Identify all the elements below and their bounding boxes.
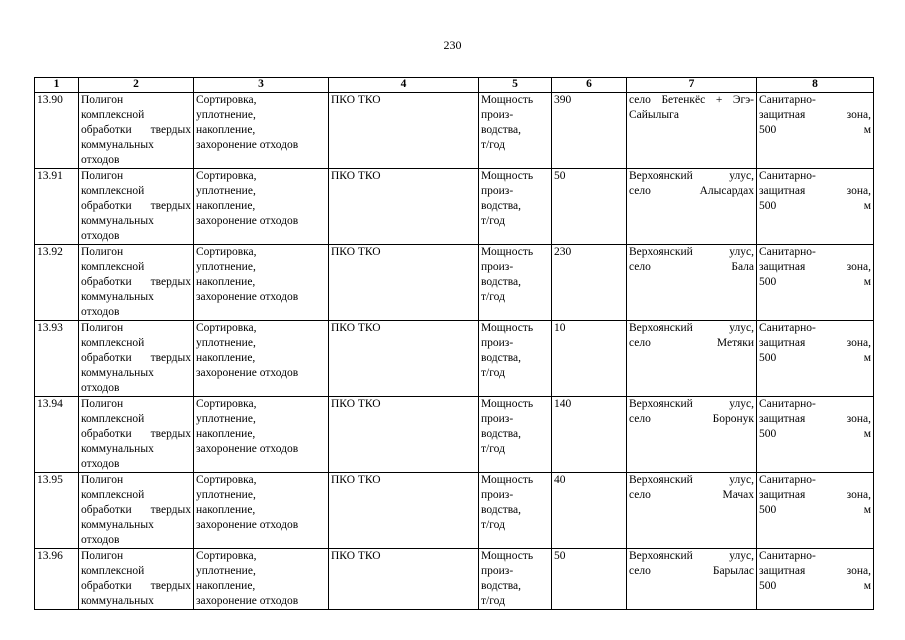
location: [627, 397, 757, 473]
location-line: село Мачах: [629, 489, 754, 501]
parameter-name-line: Мощность: [481, 94, 534, 106]
table-row: [35, 169, 874, 245]
parameter-name-line: т/год: [481, 139, 505, 151]
zone-line: Санитарно-: [759, 322, 816, 334]
zone-line: Санитарно-: [759, 170, 816, 182]
parameter-value: 10: [552, 321, 627, 397]
zone: [757, 245, 874, 321]
zone-line: Санитарно-: [759, 246, 816, 258]
parameter-value: 40: [552, 473, 627, 549]
object-purpose-line: уплотнение,: [196, 109, 256, 121]
object-name-line: коммунальных: [81, 443, 154, 455]
parameter-value: 230: [552, 245, 627, 321]
parameter-name-line: произ-: [481, 261, 514, 273]
object-type: ПКО ТКО: [329, 169, 479, 245]
location: [627, 93, 757, 169]
location-line: село Барылас: [629, 565, 754, 577]
location-line: Верхоянский улус,: [629, 246, 754, 258]
object-name: [79, 397, 194, 473]
zone-line: защитная зона,: [759, 413, 871, 425]
parameter-name-line: произ-: [481, 109, 514, 121]
object-name-line: отходов: [81, 534, 120, 546]
zone-line: защитная зона,: [759, 489, 871, 501]
parameter-name-line: водства,: [481, 428, 522, 440]
table-row: [35, 321, 874, 397]
parameter-name: [479, 321, 552, 397]
object-purpose-line: Сортировка,: [196, 246, 257, 258]
object-name-line: Полигон: [81, 94, 124, 106]
zone: [757, 473, 874, 549]
parameter-name-line: Мощность: [481, 322, 534, 334]
object-name-line: обработки твердых: [81, 124, 191, 136]
object-purpose-line: Сортировка,: [196, 94, 257, 106]
object-type: ПКО ТКО: [329, 397, 479, 473]
object-name-line: комплексной: [81, 185, 145, 197]
object-purpose-line: Сортировка,: [196, 170, 257, 182]
location: [627, 473, 757, 549]
parameter-name: [479, 397, 552, 473]
zone: [757, 397, 874, 473]
object-type: ПКО ТКО: [329, 93, 479, 169]
parameter-name-line: произ-: [481, 337, 514, 349]
zone-line: защитная зона,: [759, 109, 871, 121]
object-name-line: комплексной: [81, 109, 145, 121]
object-name-line: Полигон: [81, 550, 124, 562]
object-purpose-line: накопление,: [196, 124, 256, 136]
object-purpose: [194, 549, 329, 610]
header-cell: 4: [329, 78, 479, 93]
header-cell: 7: [627, 78, 757, 93]
location-line: село Алысардах: [629, 185, 754, 197]
parameter-name: [479, 473, 552, 549]
parameter-name: [479, 93, 552, 169]
parameter-name-line: т/год: [481, 595, 505, 607]
header-cell: 1: [35, 78, 79, 93]
zone: [757, 549, 874, 610]
object-name-line: обработки твердых: [81, 200, 191, 212]
location: [627, 549, 757, 610]
object-type: ПКО ТКО: [329, 321, 479, 397]
parameter-name-line: т/год: [481, 519, 505, 531]
object-purpose: [194, 245, 329, 321]
object-type: ПКО ТКО: [329, 473, 479, 549]
object-name-line: коммунальных: [81, 367, 154, 379]
parameter-name: [479, 549, 552, 610]
object-name-line: Полигон: [81, 398, 124, 410]
zone-line: Санитарно-: [759, 474, 816, 486]
location-line: село Боронук: [629, 413, 754, 425]
object-purpose: [194, 397, 329, 473]
table-row: [35, 93, 874, 169]
object-purpose-line: уплотнение,: [196, 337, 256, 349]
object-name-line: Полигон: [81, 474, 124, 486]
parameter-name-line: Мощность: [481, 246, 534, 258]
parameter-name-line: водства,: [481, 200, 522, 212]
object-purpose-line: накопление,: [196, 428, 256, 440]
header-cell: 6: [552, 78, 627, 93]
parameter-name-line: Мощность: [481, 398, 534, 410]
location-line: село Бетенкёс + Эгэ-: [629, 94, 754, 106]
object-purpose-line: захоронение отходов: [196, 595, 299, 607]
parameter-name-line: водства,: [481, 352, 522, 364]
table-body: [35, 93, 874, 610]
location-line: село Бала: [629, 261, 754, 273]
header-cell: 8: [757, 78, 874, 93]
parameter-name-line: Мощность: [481, 550, 534, 562]
parameter-name-line: Мощность: [481, 474, 534, 486]
object-name: [79, 245, 194, 321]
zone-line: 500 м: [759, 276, 871, 288]
zone: [757, 321, 874, 397]
object-name-line: отходов: [81, 306, 120, 318]
header-cell: 3: [194, 78, 329, 93]
header-row: [35, 78, 874, 93]
header-cell: 2: [79, 78, 194, 93]
location: [627, 321, 757, 397]
row-number: 13.93: [35, 321, 79, 397]
location-line: Верхоянский улус,: [629, 474, 754, 486]
zone-line: Санитарно-: [759, 94, 816, 106]
object-purpose-line: Сортировка,: [196, 474, 257, 486]
object-purpose: [194, 321, 329, 397]
object-purpose-line: уплотнение,: [196, 489, 256, 501]
zone-line: Санитарно-: [759, 550, 816, 562]
table-row: [35, 397, 874, 473]
location-line: село Метяки: [629, 337, 754, 349]
zone-line: защитная зона,: [759, 261, 871, 273]
object-name-line: коммунальных: [81, 519, 154, 531]
object-purpose-line: накопление,: [196, 504, 256, 516]
location-line: Верхоянский улус,: [629, 398, 754, 410]
zone: [757, 169, 874, 245]
parameter-name-line: водства,: [481, 580, 522, 592]
page-number: 230: [443, 38, 462, 52]
location: [627, 245, 757, 321]
zone-line: 500 м: [759, 124, 871, 136]
object-purpose-line: захоронение отходов: [196, 443, 299, 455]
object-name: [79, 93, 194, 169]
parameter-value: 140: [552, 397, 627, 473]
zone: [757, 93, 874, 169]
parameter-name-line: т/год: [481, 291, 505, 303]
object-name: [79, 169, 194, 245]
object-type: ПКО ТКО: [329, 245, 479, 321]
object-name: [79, 549, 194, 610]
location-line: Верхоянский улус,: [629, 170, 754, 182]
object-purpose-line: уплотнение,: [196, 261, 256, 273]
object-name-line: отходов: [81, 230, 120, 242]
object-name-line: комплексной: [81, 489, 145, 501]
zone-line: 500 м: [759, 428, 871, 440]
zone-line: 500 м: [759, 504, 871, 516]
location-line: Сайылыга: [629, 109, 679, 121]
parameter-name-line: произ-: [481, 413, 514, 425]
register-table: [34, 77, 874, 610]
object-purpose-line: уплотнение,: [196, 185, 256, 197]
header-cell: 5: [479, 78, 552, 93]
row-number: 13.94: [35, 397, 79, 473]
object-name-line: коммунальных: [81, 291, 154, 303]
parameter-value: 50: [552, 549, 627, 610]
object-name-line: обработки твердых: [81, 428, 191, 440]
location-line: Верхоянский улус,: [629, 550, 754, 562]
parameter-name-line: водства,: [481, 124, 522, 136]
zone-line: защитная зона,: [759, 337, 871, 349]
parameter-name: [479, 245, 552, 321]
object-type: ПКО ТКО: [329, 549, 479, 610]
parameter-name-line: водства,: [481, 504, 522, 516]
object-name-line: отходов: [81, 458, 120, 470]
object-purpose-line: накопление,: [196, 200, 256, 212]
object-name-line: обработки твердых: [81, 352, 191, 364]
object-name-line: комплексной: [81, 413, 145, 425]
parameter-name-line: т/год: [481, 367, 505, 379]
location: [627, 169, 757, 245]
object-purpose: [194, 93, 329, 169]
location-line: Верхоянский улус,: [629, 322, 754, 334]
row-number: 13.92: [35, 245, 79, 321]
zone-line: защитная зона,: [759, 185, 871, 197]
object-purpose-line: уплотнение,: [196, 565, 256, 577]
object-name-line: обработки твердых: [81, 276, 191, 288]
parameter-name-line: Мощность: [481, 170, 534, 182]
parameter-name: [479, 169, 552, 245]
object-purpose-line: захоронение отходов: [196, 367, 299, 379]
parameter-name-line: т/год: [481, 443, 505, 455]
object-purpose-line: уплотнение,: [196, 413, 256, 425]
object-name-line: отходов: [81, 382, 120, 394]
object-purpose-line: Сортировка,: [196, 550, 257, 562]
row-number: 13.96: [35, 549, 79, 610]
object-purpose: [194, 169, 329, 245]
object-purpose: [194, 473, 329, 549]
zone-line: Санитарно-: [759, 398, 816, 410]
object-name-line: коммунальных: [81, 215, 154, 227]
row-number: 13.90: [35, 93, 79, 169]
zone-line: 500 м: [759, 200, 871, 212]
object-purpose-line: Сортировка,: [196, 398, 257, 410]
object-name-line: Полигон: [81, 246, 124, 258]
row-number: 13.91: [35, 169, 79, 245]
object-name-line: Полигон: [81, 170, 124, 182]
object-name-line: комплексной: [81, 565, 145, 577]
object-purpose-line: захоронение отходов: [196, 291, 299, 303]
parameter-name-line: произ-: [481, 565, 514, 577]
table-row: [35, 245, 874, 321]
parameter-name-line: водства,: [481, 276, 522, 288]
object-name-line: комплексной: [81, 261, 145, 273]
object-purpose-line: Сортировка,: [196, 322, 257, 334]
zone-line: защитная зона,: [759, 565, 871, 577]
row-number: 13.95: [35, 473, 79, 549]
object-purpose-line: захоронение отходов: [196, 519, 299, 531]
table-row: [35, 473, 874, 549]
object-name-line: отходов: [81, 154, 120, 166]
object-purpose-line: накопление,: [196, 580, 256, 592]
object-purpose-line: накоплeние,: [196, 276, 256, 288]
object-name: [79, 473, 194, 549]
object-name-line: коммунальных: [81, 595, 154, 607]
object-name: [79, 321, 194, 397]
parameter-value: 390: [552, 93, 627, 169]
object-name-line: обработки твердых: [81, 504, 191, 516]
parameter-value: 50: [552, 169, 627, 245]
parameter-name-line: т/год: [481, 215, 505, 227]
object-purpose-line: захоронение отходов: [196, 215, 299, 227]
zone-line: 500 м: [759, 352, 871, 364]
object-name-line: обработки твердых: [81, 580, 191, 592]
object-name-line: Полигон: [81, 322, 124, 334]
zone-line: 500 м: [759, 580, 871, 592]
object-purpose-line: захоронение отходов: [196, 139, 299, 151]
object-purpose-line: накопление,: [196, 352, 256, 364]
parameter-name-line: произ-: [481, 185, 514, 197]
object-name-line: комплексной: [81, 337, 145, 349]
parameter-name-line: произ-: [481, 489, 514, 501]
object-name-line: коммунальных: [81, 139, 154, 151]
table-row: [35, 549, 874, 610]
